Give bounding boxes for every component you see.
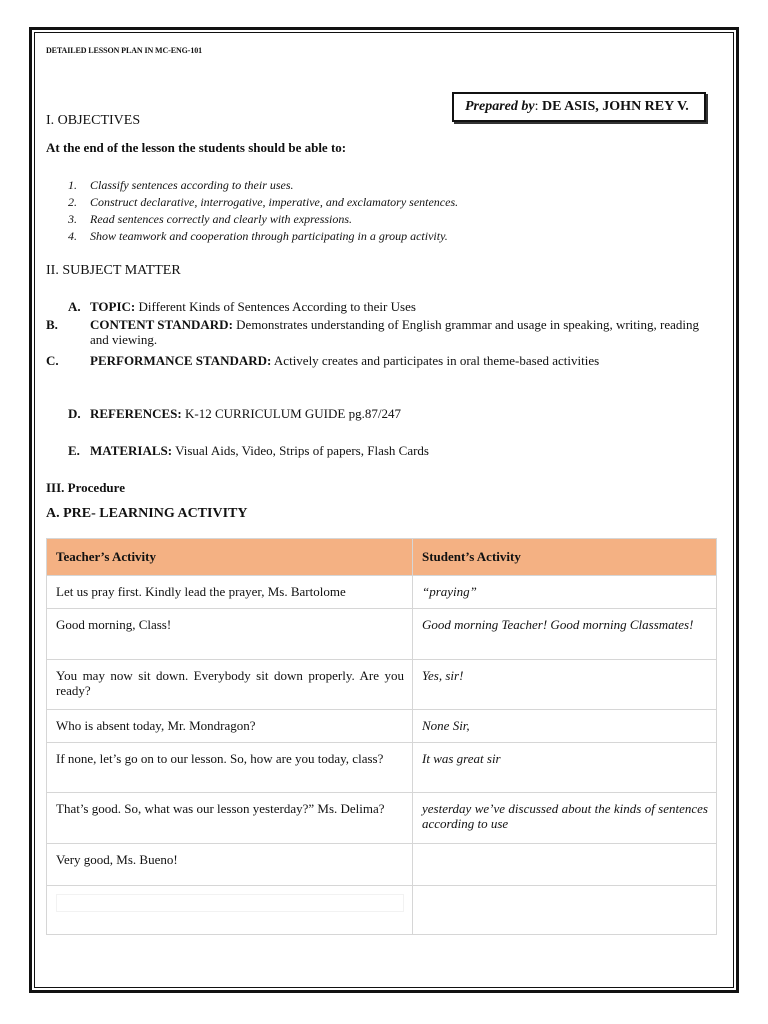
table-row [47,793,717,844]
objective-item: 3. Read sentences correctly and clearly with expressions. [68,212,353,226]
prepared-by-separator: : [534,99,539,114]
activity-table [46,538,717,935]
subject-matter-topic: A. TOPIC: Different Kinds of Sentences According to their Uses [68,299,416,314]
objectives-intro: At the end of the lesson the students should be able to: [46,140,347,155]
objectives-list [68,177,458,245]
teacher-cell: If none, let’s go on to our lesson. So, how are you today, class? [47,743,413,793]
student-cell [413,886,717,935]
table-header-row [47,539,717,576]
subject-matter-content-standard: B. CONTENT STANDARD: Demonstrates understanding of English grammar and usage in speaking, writing, reading and viewing. [46,317,699,347]
objective-item: 2. Construct declarative, interrogative, imperative, and exclamatory sentences. [68,195,459,209]
teacher-cell: Good morning, Class! [47,609,413,660]
teacher-cell: Who is absent today, Mr. Mondragon? [47,710,413,743]
table-row [47,844,717,886]
table-row [47,576,717,609]
teacher-cell: Let us pray first. Kindly lead the prayer, Ms. Bartolome [47,576,413,609]
table-row [47,886,717,935]
teacher-cell: You may now sit down. Everybody sit down properly. Are you ready? [47,660,413,710]
table-row [47,743,717,793]
objective-item: 4. Show teamwork and cooperation through participating in a group activity. [68,229,448,243]
procedure-heading: III. Procedure [46,480,125,495]
student-cell: None Sir, [413,710,717,743]
subject-matter-performance-standard: C. PERFORMANCE STANDARD: Actively creates and participates in oral theme-based activities [46,353,600,368]
objectives-heading: I. OBJECTIVES [46,113,141,128]
table-row [47,710,717,743]
student-activity-header: Student’s Activity [413,539,717,576]
prepared-by-name: DE ASIS, JOHN REY V. [541,99,689,114]
teacher-activity-header: Teacher’s Activity [47,539,413,576]
student-cell: Yes, sir! [413,660,717,710]
table-row [47,660,717,710]
blank-text-box [56,894,404,912]
teacher-cell: Very good, Ms. Bueno! [47,844,413,886]
student-cell: “praying” [413,576,717,609]
subject-matter-references: D. REFERENCES: K-12 CURRICULUM GUIDE pg.87/247 [68,406,401,421]
subject-matter-heading: II. SUBJECT MATTER [46,263,181,278]
teacher-cell [47,886,413,935]
teacher-cell: That’s good. So, what was our lesson yesterday?” Ms. Delima? [47,793,413,844]
student-cell: Good morning Teacher! Good morning Classmates! [413,609,717,660]
table-row [47,609,717,660]
student-cell [413,844,717,886]
document-title: DETAILED LESSON PLAN IN MC-ENG-101 [46,46,203,55]
student-cell: It was great sir [413,743,717,793]
subject-matter-materials: E. MATERIALS: Visual Aids, Video, Strips of papers, Flash Cards [68,443,429,458]
prepared-by-box [452,92,706,122]
student-cell: yesterday we’ve discussed about the kinds of sentences according to use [413,793,717,844]
prepared-by-label: Prepared by [465,99,535,114]
objective-item: 1. Classify sentences according to their uses. [68,178,294,192]
pre-learning-heading: A. PRE- LEARNING ACTIVITY [46,506,248,521]
